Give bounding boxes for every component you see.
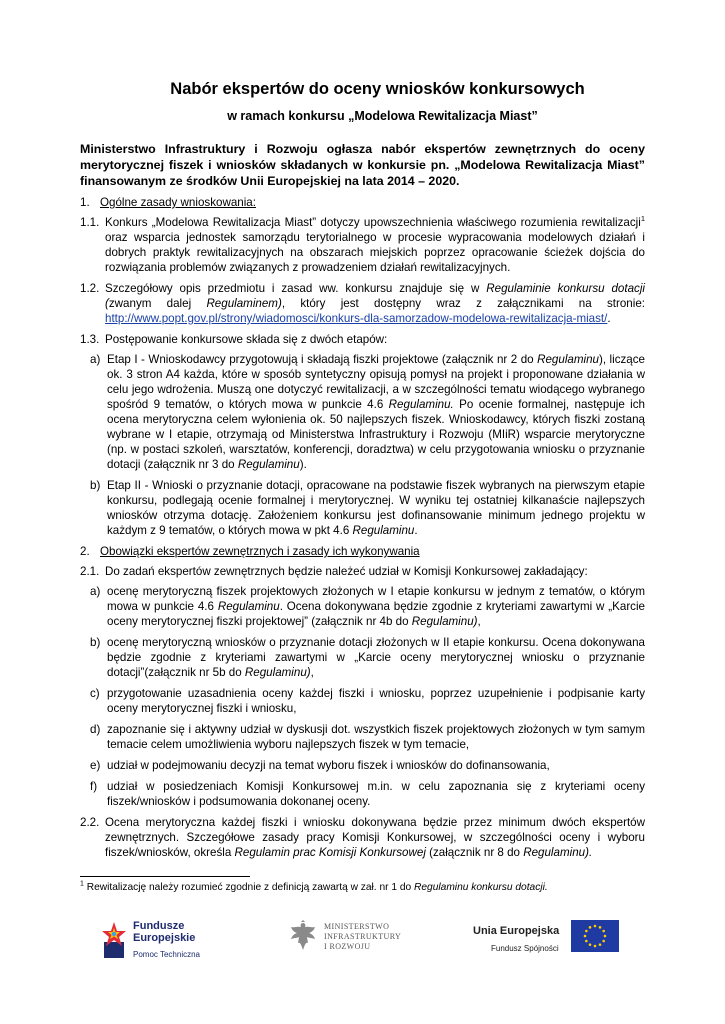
fundusze-europejskie-logo: Fundusze Europejskie Pomoc Techniczna	[98, 916, 228, 966]
eu-star	[594, 945, 597, 948]
eagle-icon	[288, 920, 318, 954]
section-label: Ogólne zasady wnioskowania:	[100, 196, 256, 209]
section-2-heading	[80, 544, 645, 559]
eu-logo: Unia Europejska Fundusz Spójności	[473, 920, 638, 960]
footnote-ref: 1	[640, 214, 645, 224]
eu-star	[589, 926, 592, 929]
fe-title: Fundusze Europejskie	[133, 920, 196, 944]
eu-star	[599, 926, 602, 929]
section-label: Obowiązki ekspertów zewnętrznych i zasady ich wykonywania	[100, 545, 420, 558]
ministry-logo	[288, 920, 428, 960]
eu-star	[585, 940, 588, 943]
list-item-duty-c: c) przygotowanie uzasadnienia oceny każdej fiszki i wniosku, poprzez uzupełnienie i podpisanie karty oceny merytorycznej fiszki i wniosku,	[90, 687, 645, 715]
paragraph-2-1: 2.1. Do zadań ekspertów zewnętrznych będzie należeć udział w Komisji Konkursowej zakładający:	[80, 565, 588, 578]
paragraph-1-1: 1.1. Konkurs „Modelowa Rewitalizacja Miast” dotyczy upowszechnienia właściwego rozumienia rewitalizacji$^1$ oraz wsparcia jednostek samorządu terytorialnego w procesie wypracowania modelowych działań i dobrych praktyk rewitalizacyjnych na obszarach miejskich poprzez opracowanie ścieżek dojścia do rozwiązania problemów związanych z prowadzeniem działań rewitalizacyjnych.	[80, 214, 645, 274]
page-subtitle: w ramach konkursu „Modelowa Rewitalizacja Miast”	[227, 109, 538, 123]
paragraph-1-3: 1.3. Postępowanie konkursowe składa się z dwóch etapów:	[80, 333, 388, 346]
eu-star	[604, 935, 607, 938]
footnote: $^1$ Rewitalizację należy rozumieć zgodnie z definicją zawartą w zał. nr 1 do Regulaminu konkursu dotacji.	[80, 880, 548, 893]
section-1-heading	[80, 195, 645, 210]
eu-star	[602, 930, 605, 933]
list-item-duty-f: f) udział w posiedzeniach Komisji Konkursowej m.in. w celu zapoznania się z kryteriami oceny fiszek/wniosków i podsumowania dokonanej oceny.	[90, 780, 645, 808]
list-item-stage-2: b) Etap II - Wnioski o przyznanie dotacji, opracowane na podstawie fiszek wybranych na pierwszym etapie konkursu, podlegają ocenie formalnej i merytorycznej. W wyniku tej ostatniej kilkanaście najlepszych wniosków otrzyma dotację. Założeniem konkursu jest dofinansowanie minimum jednego projektu w każdym z 9 tematów, o których mowa w pkt 4.6 Regulaminu.	[90, 479, 645, 537]
eu-flag-icon	[571, 920, 619, 952]
intro-paragraph: Ministerstwo Infrastruktury i Rozwoju ogłasza nabór ekspertów zewnętrznych do oceny merytorycznej fiszek i wniosków składanych w konkursie pn. „Modelowa Rewitalizacja Miast” finansowanym ze środków Unii Europejskiej na lata 2014 – 2020.	[80, 142, 645, 188]
fe-star-icon	[98, 920, 130, 960]
list-item-duty-d: d) zapoznanie się i aktywny udział w dyskusji dot. wszystkich fiszek projektowych złożonych w tym samym temacie celem umożliwienia wyboru najlepszych fiszek w tym temacie,	[90, 723, 645, 751]
list-item-stage-1: a) Etap I - Wnioskodawcy przygotowują i składają fiszki projektowe (załącznik nr 2 do Regulaminu), liczące ok. 3 stron A4 każda, które w sposób syntetyczny opisują pomysł na projekt i proponowane działania w celu jego wdrożenia. Muszą one dotyczyć rewitalizacji, a w szczególności tematu wiodącego wybranego spośród 9 tematów, o których mowa w punkcie 4.6 Regulaminu. Po ocenie formalnej, następuje ich ocena merytoryczna celem wyłonienia ok. 50 najlepszych fiszek. Wnioskodawcy, których fiszki zostaną wybrane w I etapie, otrzymają od Ministerstwa Infrastruktury i Rozwoju (MIiR) wsparcie merytoryczne (np. w postaci szkoleń, warsztatów, konferencji, doradztwa) w celu przygotowania wniosku o przyznanie dotacji (załącznik nr 3 do Regulaminu).	[90, 353, 645, 471]
list-item-duty-b: b) ocenę merytoryczną wniosków o przyznanie dotacji złożonych w II etapie konkursu. Ocena dokonywana będzie zgodnie z kryteriami zawartymi w „Karcie oceny merytorycznej wniosku o przyznanie dotacji”(załącznik nr 5b do Regulaminu),	[90, 636, 645, 679]
paragraph-1-2: 1.2. Szczegółowy opis przedmiotu i zasad ww. konkursu znajduje się w Regulaminie konkursu dotacji (zwanym dalej Regulaminem), który jest dostępny wraz z załącznikami na stronie: http://www.popt.gov.pl/strony/wiadomosci/konkurs-dla-samorzadow-modelowa-rewitalizacja-miast/.	[80, 282, 645, 325]
eu-star	[589, 943, 592, 946]
page-title: Nabór ekspertów do oceny wniosków konkursowych	[170, 80, 585, 98]
ministry-name: MINISTERSTWO INFRASTRUKTURY I ROZWOJU	[324, 922, 402, 951]
eu-star	[594, 925, 597, 928]
list-item-duty-a: a) ocenę merytoryczną fiszek projektowych złożonych w I etapie konkursu w jednym z tematów, o którym mowa w punkcie 4.6 Regulaminu. Ocena dokonywana będzie zgodnie z kryteriami zawartymi w „Karcie oceny merytorycznej fiszki projektowej” (załącznik nr 4b do Regulaminu),	[90, 585, 646, 628]
document-body	[80, 195, 645, 866]
section-number: 1.	[80, 196, 90, 209]
logo-bar	[80, 898, 645, 978]
eu-star	[584, 935, 587, 938]
eu-star	[599, 943, 602, 946]
regulation-link[interactable]: http://www.popt.gov.pl/strony/wiadomosci/konkurs-dla-samorzadow-modelowa-rewitalizacja-miast/	[105, 312, 608, 325]
eu-star	[585, 930, 588, 933]
section-number: 2.	[80, 545, 90, 558]
paragraph-2-2: 2.2. Ocena merytoryczna każdej fiszki i wniosku dokonywana będzie przez minimum dwóch ekspertów zewnętrznych. Szczegółowe zasady pracy Komisji Konkursowej, w szczególności oceny i wyboru fiszek/wniosków, określa Regulamin prac Komisji Konkursowej (załącznik nr 8 do Regulaminu).	[80, 816, 645, 859]
footnote-divider	[80, 876, 250, 877]
list-item-duty-e: e) udział w podejmowaniu decyzji na temat wyboru fiszek i wniosków do dofinansowania,	[90, 759, 550, 772]
eu-star	[602, 940, 605, 943]
